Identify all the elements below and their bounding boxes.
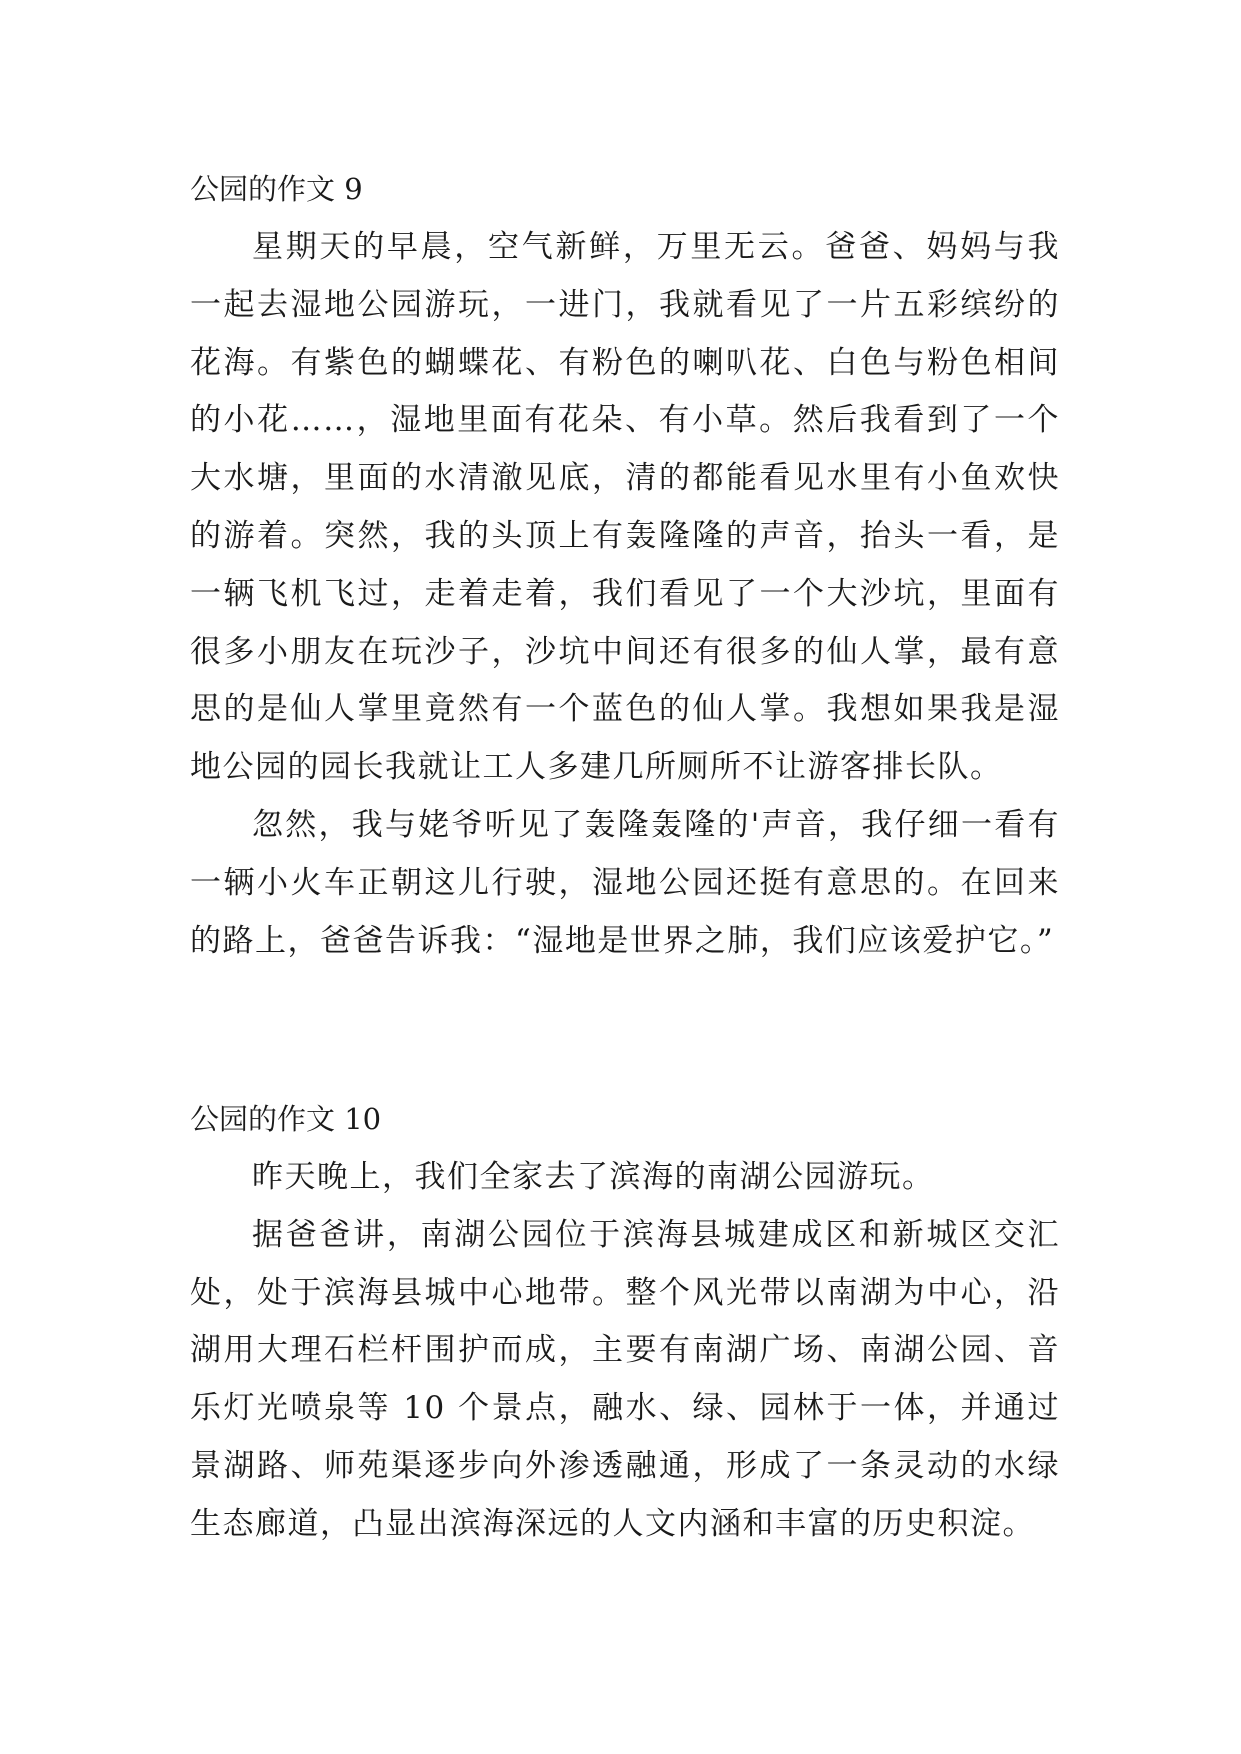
essay-title: 公园的作文 9 bbox=[190, 172, 363, 206]
essay-9 bbox=[190, 168, 1060, 970]
essay-paragraph: 星期天的早晨，空气新鲜，万里无云。爸爸、妈妈与我一起去湿地公园游玩，一进门，我就看见了一片五彩缤纷的花海。有紫色的蝴蝶花、有粉色的喇叭花、白色与粉色相间的小花……，湿地里面有花朵、有小草。然后我看到了一个大水塘，里面的水清澈见底，清的都能看见水里有小鱼欢快的游着。突然，我的头顶上有轰隆隆的声音，抬头一看，是一辆飞机飞过，走着走着，我们看见了一个大沙坑，里面有很多小朋友在玩沙子，沙坑中间还有很多的仙人掌，最有意思的是仙人掌里竟然有一个蓝色的仙人掌。我想如果我是湿地公园的园长我就让工人多建几所厕所不让游客排长队。 bbox=[190, 229, 1060, 786]
essay-10 bbox=[190, 1098, 1060, 1554]
essay-paragraph: 昨天晚上，我们全家去了滨海的南湖公园游玩。 bbox=[252, 1159, 935, 1195]
essay-paragraph: 忽然，我与姥爷听见了轰隆轰隆的'声音，我仔细一看有一辆小火车正朝这儿行驶，湿地公园还挺有意思的。在回来的路上，爸爸告诉我：“湿地是世界之肺，我们应该爱护它。” bbox=[190, 806, 1060, 959]
essay-title: 公园的作文 10 bbox=[190, 1102, 382, 1136]
essay-paragraph: 据爸爸讲，南湖公园位于滨海县城建成区和新城区交汇处，处于滨海县城中心地带。整个风光带以南湖为中心，沿湖用大理石栏杆围护而成，主要有南湖广场、南湖公园、音乐灯光喷泉等 10 个景点，融水、绿、园林于一体，并通过景湖路、师苑渠逐步向外渗透融通，形成了一条灵动的水绿生态廊道，凸显出滨海深远的人文内涵和丰富的历史积淀。 bbox=[190, 1216, 1060, 1542]
